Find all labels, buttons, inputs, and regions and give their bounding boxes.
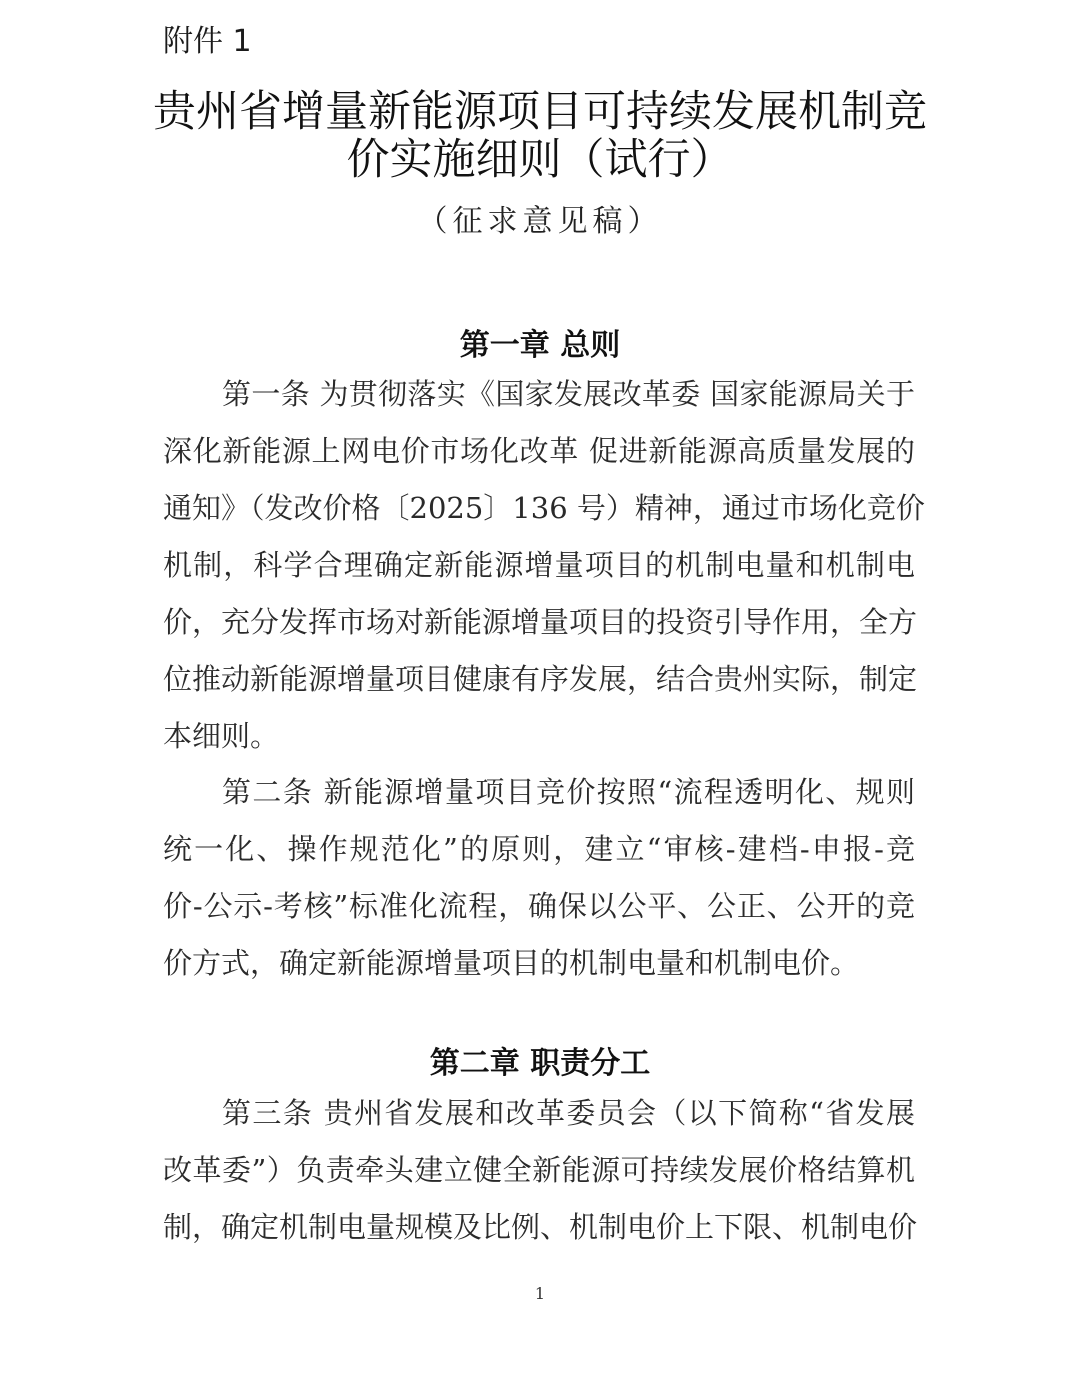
article-3-line: 第三条 贵州省发展和改革委员会（以下简称“省发展 [222, 1096, 915, 1130]
article-1-line: 价，充分发挥市场对新能源增量项目的投资引导作用，全方 [163, 605, 918, 639]
attachment-label: 附件 1 [163, 24, 252, 59]
article-1-line: 第一条 为贯彻落实《国家发展改革委 国家能源局关于 [222, 377, 915, 411]
article-3-line: 改革委”）负责牵头建立健全新能源可持续发展价格结算机 [163, 1153, 915, 1187]
page-number: 1 [534, 1284, 546, 1303]
article-3-line: 制，确定机制电量规模及比例、机制电价上下限、机制电价 [163, 1210, 918, 1244]
chapter-2-heading: 第二章 职责分工 [429, 1046, 651, 1081]
article-1-line: 通知》（发改价格〔2025〕136 号）精神，通过市场化竞价 [163, 491, 925, 525]
article-2-line: 价方式，确定新能源增量项目的机制电量和机制电价。 [163, 946, 860, 980]
document-title-line-2: 价实施细则（试行） [346, 135, 734, 185]
article-1-line: 位推动新能源增量项目健康有序发展，结合贵州实际，制定 [163, 662, 918, 696]
article-1-line: 深化新能源上网电价市场化改革 促进新能源高质量发展的 [163, 434, 915, 468]
document-title-line-1: 贵州省增量新能源项目可持续发展机制竞 [153, 87, 927, 137]
article-2-line: 第二条 新能源增量项目竞价按照“流程透明化、规则 [222, 775, 915, 809]
draft-subtitle: （征求意见稿） [417, 204, 663, 239]
article-1-line: 本细则。 [163, 719, 280, 753]
chapter-1-heading: 第一章 总则 [459, 328, 621, 363]
article-2-line: 价-公示-考核”标准化流程，确保以公平、公正、公开的竞 [163, 889, 915, 923]
article-1-line: 机制，科学合理确定新能源增量项目的机制电量和机制电 [163, 548, 915, 582]
article-2-line: 统一化、操作规范化”的原则，建立“审核-建档-申报-竞 [163, 832, 915, 866]
